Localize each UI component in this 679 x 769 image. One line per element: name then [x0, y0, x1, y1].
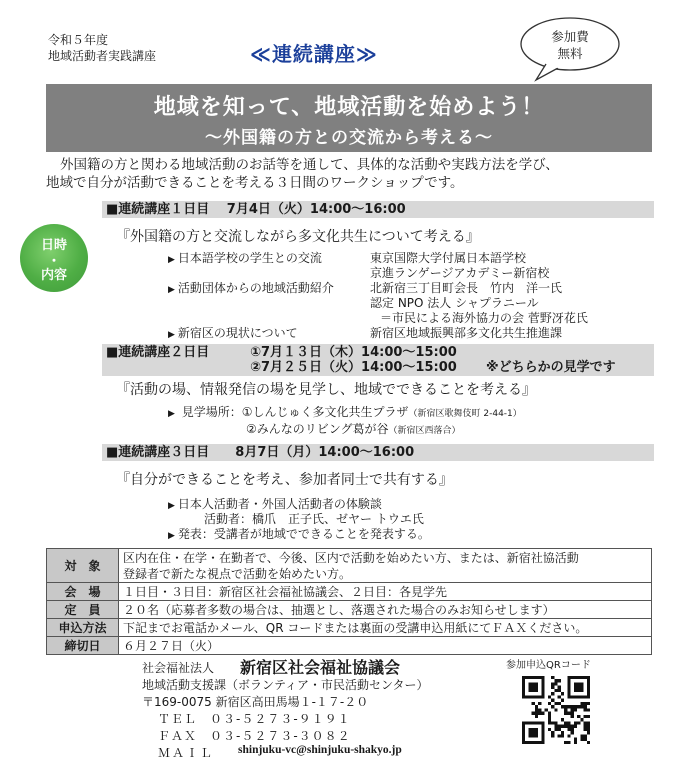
intro-line-1: 外国籍の方と関わる地域活動のお話等を通して、具体的な活動や実践方法を学び、 [60, 157, 559, 173]
org-dept: 地域活動支援課（ボランティア・市民活動センター） [142, 678, 429, 692]
fee-text [518, 28, 622, 62]
day1-theme: 『外国籍の方と交流しながら多文化共生について考える』 [116, 229, 480, 245]
day2-bar [102, 344, 654, 376]
day2-visit-2-name: ②みんなのリビング葛が谷 [246, 422, 389, 436]
target-value-line-2: 登録者で新たな視点で活動を始めたい方。 [123, 566, 352, 581]
fee-value: 無料 [557, 46, 583, 61]
info-row-target [47, 549, 652, 583]
apply-label: 申込方法 [47, 619, 119, 637]
day1-item2-value2: 認定 NPO 法人 シャプラニール [370, 296, 539, 310]
fee-bubble [518, 14, 622, 76]
org-fax: ＦＡＸ ０３-５２７３-３０８２ [158, 729, 351, 743]
intro-line-2: 地域で自分が活動できることを考える３日間のワークショップです。 [46, 175, 464, 191]
badge-line-3: 内容 [40, 268, 67, 283]
capacity-label: 定 員 [47, 601, 119, 619]
deadline-label: 締切日 [47, 637, 119, 655]
day1-item3-value: 新宿区地域振興部多文化共生推進課 [370, 326, 563, 340]
day2-visit-1 [168, 405, 522, 422]
org-name: 新宿区社会福祉協議会 [240, 658, 401, 677]
info-row-capacity [47, 601, 652, 619]
day3-item2: ▶ 発表：受講者が地域でできることを発表する。 [168, 527, 430, 544]
info-table [46, 548, 652, 655]
day2-theme: 『活動の場、情報発信の場を見学し、地域でできることを考える』 [116, 382, 536, 398]
mail-link[interactable]: shinjuku-vc@shinjuku-shakyo.jp [238, 744, 402, 756]
info-row-deadline [47, 637, 652, 655]
badge-line-1: 日時 [40, 238, 67, 253]
target-value-line-1: 区内在住・在学・在勤者で、今後、区内で活動を始めたい方、または、新宿社協活動 [123, 550, 579, 565]
apply-value: 下記までお電話かメール、QR コードまたは裏面の受講申込用紙にてＦＡＸください。 [119, 619, 652, 637]
venue-value: １日目・３日目：新宿区社会福祉協議会、２日目：各見学先 [119, 583, 652, 601]
capacity-value: ２０名（応募者多数の場合は、抽選とし、落選された場合のみお知らせします） [119, 601, 652, 619]
org-type: 社会福祉法人 [142, 661, 215, 675]
day2-option-1: ①7月１３日（木）14:00～15:00 [250, 345, 457, 360]
qr-label: 参加申込QRコード [506, 660, 591, 671]
mail-label: ＭＡＩＬ [158, 746, 215, 760]
org-address: 〒169-0075 新宿区高田馬場１-１７-２０ [142, 695, 369, 709]
day3-item1-sub: 活動者：橋爪 正子氏、ゼヤー トウエ氏 [204, 512, 424, 526]
day2-note: ※どちらかの見学です [486, 360, 616, 375]
day3-theme: 『自分ができることを考え、参加者同士で共有する』 [116, 472, 453, 488]
program-name: 地域活動者実践講座 [48, 49, 157, 63]
day3-bar: ■連続講座３日目 8月7日（月）14:00～16:00 [102, 444, 654, 461]
day1-item2-label: ▶ 活動団体からの地域活動紹介 [168, 281, 334, 298]
day1-item3-label: ▶ 新宿区の現状について [168, 326, 298, 343]
day1-item2-value1: 北新宿三丁目町会長 竹内 洋一氏 [370, 281, 563, 295]
sub-title: ～外国籍の方との交流から考える～ [205, 128, 493, 148]
day2-visit-2 [246, 422, 461, 439]
day1-bar: ■連続講座１日目 7月4日（火）14:00～16:00 [102, 201, 654, 218]
day2-option-2: ②7月２５日（火）14:00～15:00 [250, 360, 457, 375]
qr-code-icon[interactable] [522, 676, 590, 744]
badge-line-2: ・ [47, 254, 61, 269]
day1-item1-label: ▶ 日本語学校の学生との交流 [168, 251, 322, 268]
venue-label: 会 場 [47, 583, 119, 601]
day2-visit-1-label: 見学場所：①しんじゅく多文化共生プラザ [181, 405, 409, 419]
fee-label: 参加費 [551, 29, 589, 44]
main-title: 地域を知って、地域活動を始めよう！ [153, 95, 545, 120]
day3-item1: ▶ 日本人活動者・外国人活動者の体験談 [168, 497, 382, 514]
deadline-value: ６月２７日（火） [119, 637, 652, 655]
fiscal-year: 令和５年度 [48, 33, 109, 47]
day1-item1-value2: 京進ランゲージアカデミー新宿校 [370, 266, 550, 280]
info-row-venue [47, 583, 652, 601]
day2-visit-2-address: （新宿区西落合） [388, 426, 461, 436]
target-label: 対 象 [47, 549, 119, 583]
info-row-apply [47, 619, 652, 637]
intro-text [46, 156, 666, 192]
schedule-badge [20, 224, 88, 292]
day2-visit-1-address: （新宿区歌舞伎町 2-44-1） [408, 409, 522, 419]
target-value [119, 549, 652, 583]
title-banner [46, 84, 652, 152]
day2-label: ■連続講座２日目 [106, 345, 210, 360]
day1-item2-value3: ＝市民による海外協力の会 菅野冴花氏 [380, 311, 588, 325]
day1-item1-value1: 東京国際大学付属日本語学校 [370, 251, 527, 265]
org-tel: ＴＥＬ ０３-５２７３-９１９１ [158, 712, 351, 726]
series-header [48, 32, 156, 64]
series-label: ≪連続講座≫ [250, 42, 378, 66]
